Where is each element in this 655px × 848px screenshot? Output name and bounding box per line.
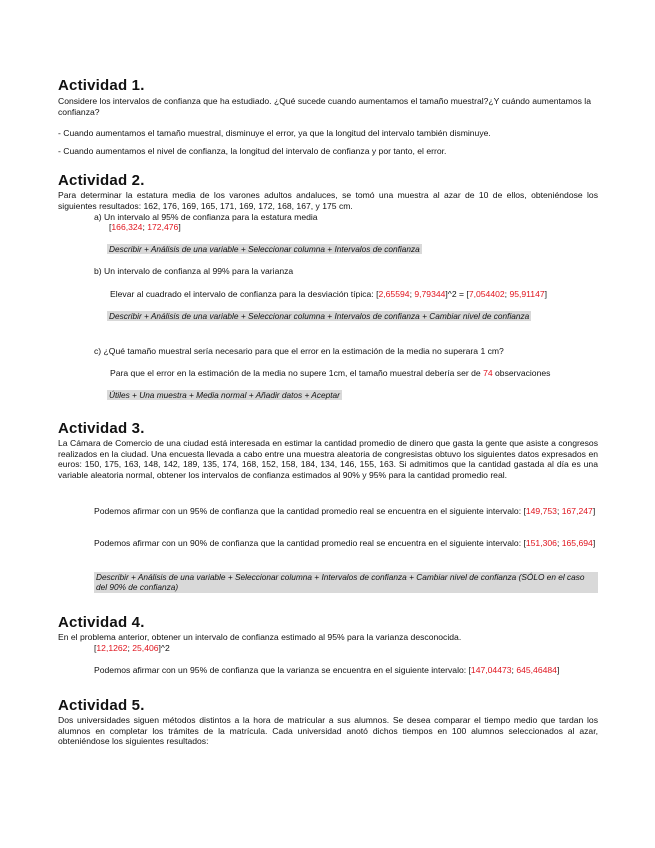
activity-4-interval: [12,1262; 25,406]^2 xyxy=(94,643,170,653)
answer-value: 166,324 xyxy=(111,222,143,232)
answer-value: 172,476 xyxy=(147,222,179,232)
activity-3-steps: Describir + Análisis de una variable + Seleccionar columna + Intervalos de confianza + Cambiar nivel de confianza (SÓLO en el caso del 90% de confianza) xyxy=(94,572,598,593)
activity-2-answer-a: [166,324; 172,476] xyxy=(109,222,181,232)
activity-5-title: Actividad 5. xyxy=(58,697,145,714)
answer-text: Para que el error en la estimación de la media no supere 1cm, el tamaño muestral debería ser de xyxy=(110,368,484,378)
activity-1-answer-2: - Cuando aumentamos el nivel de confianza, la longitud del intervalo de confianza y por tanto, el error. xyxy=(58,146,447,156)
activity-5-intro: Dos universidades siguen métodos distintos a la hora de matricular a sus alumnos. Se desea comparar el tiempo medio que tardan los alumnos en completar los trámites de la matrícula. Cada universidad anotó dichos tiempos en 100 alumnos seleccionados al azar, obteniéndose los siguientes resultados: xyxy=(58,715,598,747)
activity-2-answer-c xyxy=(110,368,600,379)
activity-2-title: Actividad 2. xyxy=(58,172,145,189)
activity-2-question-c: c) ¿Qué tamaño muestral sería necesario para que el error en la estimación de la media no superara 1 cm? xyxy=(94,346,504,356)
answer-value: 25,406 xyxy=(132,643,159,653)
answer-value: 165,694 xyxy=(561,538,593,548)
activity-3-result-90: Podemos afirmar con un 90% de confianza que la cantidad promedio real se encuentra en el siguiente intervalo: [151,306; 165,694] xyxy=(94,538,596,548)
activity-2-question-b: b) Un intervalo de confianza al 99% para la varianza xyxy=(94,266,294,276)
answer-text: ]^2 xyxy=(158,643,170,653)
answer-value: 151,306 xyxy=(525,538,557,548)
activity-1-intro: Considere los intervalos de confianza que ha estudiado. ¿Qué sucede cuando aumentamos el tamaño muestral?¿Y cuándo aumentamos la confianza? xyxy=(58,96,591,117)
activity-4-result: Podemos afirmar con un 95% de confianza que la varianza se encuentra en el siguiente intervalo: [147,04473; 645,46484] xyxy=(94,665,560,675)
answer-text: Elevar al cuadrado el intervalo de confianza para la desviación típica: xyxy=(110,289,377,299)
answer-text: Podemos afirmar con un 90% de confianza que la cantidad promedio real se encuentra en el siguiente intervalo: xyxy=(94,538,522,548)
answer-value: 95,91147 xyxy=(509,289,545,299)
activity-2-steps-c: Útiles + Una muestra + Media normal + Añadir datos + Aceptar xyxy=(109,390,340,400)
answer-text: ]^2 = [ xyxy=(445,289,469,299)
answer-value: 645,46484 xyxy=(516,665,557,675)
activity-1-title: Actividad 1. xyxy=(58,77,145,94)
activity-3-title: Actividad 3. xyxy=(58,420,145,437)
activity-2-steps-a: Describir + Análisis de una variable + Seleccionar columna + Intervalos de confianza xyxy=(109,244,420,254)
activity-4-intro: En el problema anterior, obtener un intervalo de confianza estimado al 95% para la varianza desconocida. xyxy=(58,632,462,642)
answer-value: 2,65594 xyxy=(378,289,410,299)
answer-value: 9,79344 xyxy=(414,289,446,299)
answer-value: 149,753 xyxy=(525,506,557,516)
answer-value: 12,1262 xyxy=(96,643,128,653)
answer-text: Podemos afirmar con un 95% de confianza que la varianza se encuentra en el siguiente intervalo: [ xyxy=(94,665,471,675)
answer-value: 74 xyxy=(483,368,493,378)
activity-4-title: Actividad 4. xyxy=(58,614,145,631)
activity-2-intro: Para determinar la estatura media de los varones adultos andaluces, se tomó una muestra al azar de 10 de ellos, obteniéndose los siguientes resultados: 162, 176, 169, 165, 171, 169, 172, 168, 167, y 175 cm. xyxy=(58,190,598,211)
answer-text: observaciones xyxy=(492,368,551,378)
answer-value: 7,054402 xyxy=(468,289,505,299)
activity-2-answer-b: Elevar al cuadrado el intervalo de confianza para la desviación típica: [2,65594; 9,79344]^2 = [7,054402; 95,91147] xyxy=(110,289,548,299)
activity-3-intro: La Cámara de Comercio de una ciudad está interesada en estimar la cantidad promedio de dinero que gasta la gente que asiste a congresos realizados en la ciudad. Una encuesta llevada a cabo entre una muestra aleatoria de congresistas obtuvo los siguientes datos expresados en euros: 150, 175, 163, 148, 142, 189, 135, 174, 168, 152, 158, 184, 134, 146, 155, 163. Si admitimos que la cantidad gastada al día es una variable aleatoria normal, obtener los intervalos de confianza estimados al 90% y 95% para la cantidad promedio real. xyxy=(58,438,598,480)
answer-text: Podemos afirmar con un 95% de confianza que la cantidad promedio real se encuentra en el siguiente intervalo: xyxy=(94,506,522,516)
activity-1-answer-1: - Cuando aumentamos el tamaño muestral, disminuye el error, ya que la longitud del intervalo también disminuye. xyxy=(58,128,491,138)
activity-3-result-95: Podemos afirmar con un 95% de confianza que la cantidad promedio real se encuentra en el siguiente intervalo: [149,753; 167,247] xyxy=(94,506,596,516)
answer-value: 167,247 xyxy=(561,506,593,516)
answer-value: 147,04473 xyxy=(470,665,512,675)
activity-2-question-a: a) Un intervalo al 95% de confianza para la estatura media xyxy=(94,212,318,222)
activity-2-steps-b: Describir + Análisis de una variable + Seleccionar columna + Intervalos de confianza + Cambiar nivel de confianza xyxy=(109,311,530,321)
